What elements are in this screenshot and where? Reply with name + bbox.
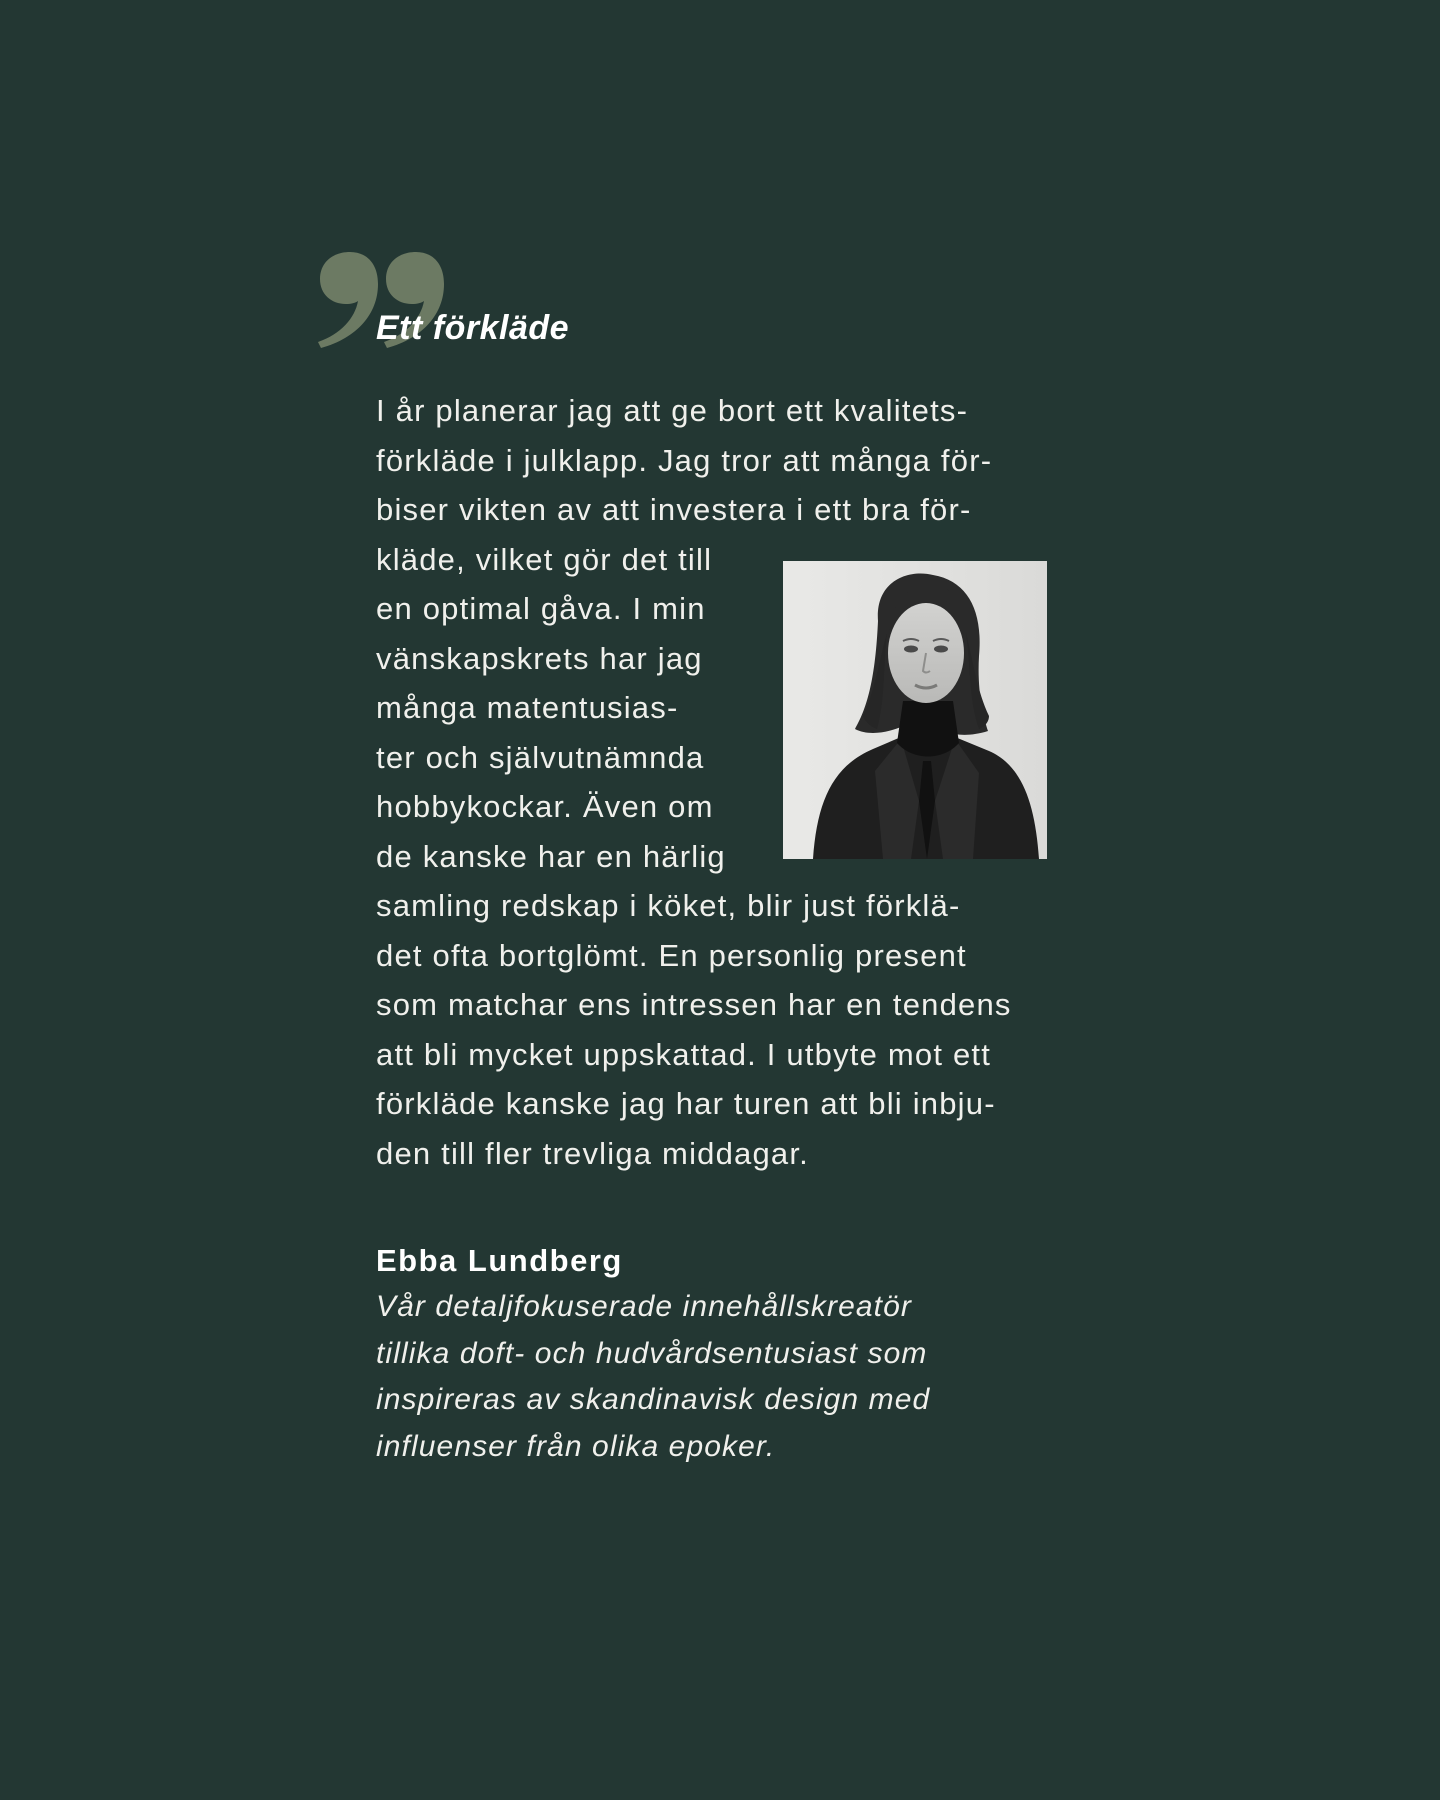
body-line: en optimal gåva. I min [376, 591, 706, 626]
bio-line: influenser från olika epoker. [376, 1429, 776, 1463]
body-line: I år planerar jag att ge bort ett kvalitets- [376, 393, 969, 428]
body-line: att bli mycket uppskattad. I utbyte mot ett [376, 1036, 992, 1072]
body-line: många matentusias- [376, 690, 679, 725]
body-line: samling redskap i köket, blir just förklä- [376, 888, 961, 923]
body-line: hobbykockar. Även om [376, 789, 714, 824]
body-line: ter och självutnämnda [376, 739, 705, 775]
bio-line: inspireras av skandinavisk design med [376, 1383, 931, 1416]
body-line: förkläde i julklapp. Jag tror att många för- [376, 442, 993, 478]
article-card [376, 300, 1066, 1470]
article-title: Ett förkläde [376, 309, 570, 347]
body-line: vänskapskrets har jag [376, 640, 703, 676]
body-line: det ofta bortglömt. En personlig present [376, 937, 967, 973]
body-line: biser vikten av att investera i ett bra för- [376, 492, 972, 527]
author-block [376, 1238, 1066, 1470]
body-line: de kanske har en härlig [376, 838, 726, 874]
bio-line: Vår detaljfokuserade innehållskreatör [376, 1290, 912, 1323]
portrait-photo [783, 561, 1047, 859]
body-line: kläde, vilket gör det till [376, 541, 713, 577]
body-line: den till fler trevliga middagar. [376, 1135, 809, 1171]
body-line: förkläde kanske jag har turen att bli inbju- [376, 1086, 996, 1121]
author-name: Ebba Lundberg [376, 1243, 623, 1278]
bio-line: tillika doft- och hudvårdsentusiast som [376, 1336, 928, 1370]
body-line: som matchar ens intressen har en tendens [376, 987, 1012, 1022]
author-bio [376, 1284, 1066, 1470]
